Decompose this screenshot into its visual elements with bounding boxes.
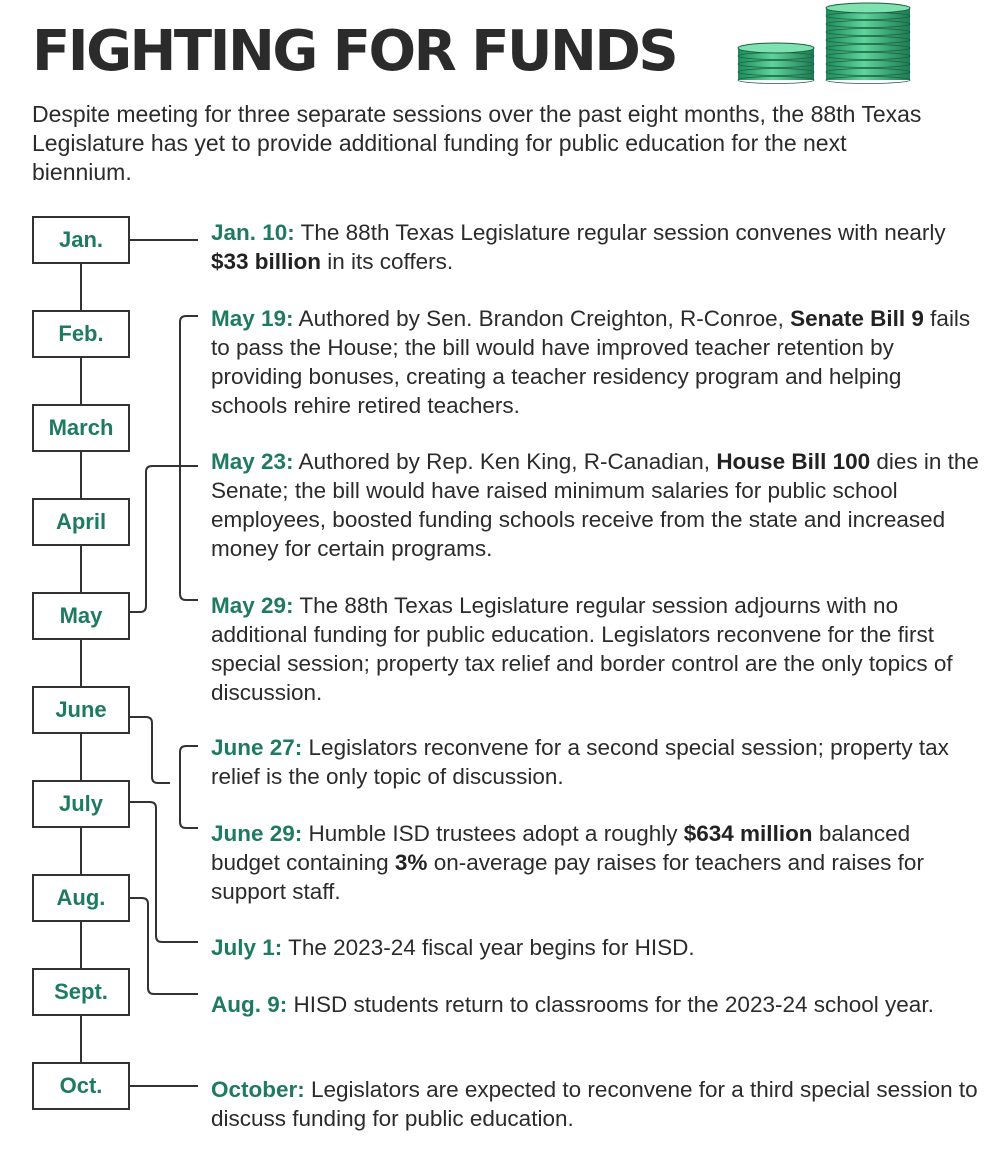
month-box-july: July [32,780,130,828]
stacked-coins-icon [728,0,928,86]
bracket-may-outer [130,466,198,612]
month-box-aug: Aug. [32,874,130,922]
event-text: Legislators reconvene for a second special session; property tax relief is the only topic of discussion. [211,735,949,789]
month-box-march: March [32,404,130,452]
event-date: June 29: [211,821,303,846]
event-item [211,218,981,276]
event-item [211,304,981,420]
event-date: May 23: [211,449,294,474]
month-box-may: May [32,592,130,640]
event-date: May 19: [211,306,294,331]
event-highlight: House Bill 100 [716,449,871,474]
event-text: balanced budget containing [211,821,911,875]
month-box-jan: Jan. [32,216,130,264]
event-text: The 2023-24 fiscal year begins for HISD. [282,935,695,960]
event-item [211,733,981,791]
event-item [211,990,981,1019]
event-date: July 1: [211,935,283,960]
event-text: The 88th Texas Legislature regular session adjourns with no additional funding for public education. Legislators reconvene for the first special session; property tax relief and border control are the only topics of discussion. [211,593,953,705]
bracket-june [130,717,170,783]
event-text: dies in the Senate; the bill would have raised minimum salaries for public school employees, boosted funding schools receive from the state and increased money for certain programs. [211,449,979,561]
event-item [211,591,981,707]
page-title: FIGHTING FOR FUNDS [32,19,677,84]
event-text: on-average pay raises for teachers and raises for support staff. [211,850,924,904]
month-box-oct: Oct. [32,1062,130,1110]
event-text: Authored by Rep. Ken King, R-Canadian, [293,449,717,474]
event-date: June 27: [211,735,303,760]
event-text: HISD students return to classrooms for the 2023-24 school year. [287,992,934,1017]
connector-aug [130,898,198,994]
month-box-april: April [32,498,130,546]
event-date: October: [211,1077,305,1102]
bracket-june-inner [180,746,198,828]
event-date: Aug. 9: [211,992,288,1017]
bracket-may-inner [180,316,198,600]
event-date: May 29: [211,593,294,618]
connector-july [130,802,198,942]
event-date: Jan. 10: [211,220,295,245]
event-text: Humble ISD trustees adopt a roughly [302,821,684,846]
event-highlight: $33 billion [211,249,322,274]
event-text: Legislators are expected to reconvene for a third special session to discuss funding for public education. [211,1077,978,1131]
event-text: Authored by Sen. Brandon Creighton, R-Conroe, [293,306,791,331]
event-highlight: $634 million [683,821,813,846]
event-item [211,933,981,962]
month-box-june: June [32,686,130,734]
event-highlight: 3% [394,850,428,875]
event-item [211,447,981,563]
event-item [211,819,981,906]
event-highlight: Senate Bill 9 [790,306,924,331]
intro-text: Despite meeting for three separate sessions over the past eight months, the 88th Texas Legislature has yet to provide additional funding for public education for the next biennium. [32,101,922,185]
event-text: in its coffers. [321,249,454,274]
month-box-feb: Feb. [32,310,130,358]
event-item [211,1075,981,1133]
event-text: fails to pass the House; the bill would have improved teacher retention by providing bonuses, creating a teacher residency program and helping schools rehire retired teachers. [211,306,971,418]
month-box-sept: Sept. [32,968,130,1016]
event-text: The 88th Texas Legislature regular session convenes with nearly [294,220,946,245]
